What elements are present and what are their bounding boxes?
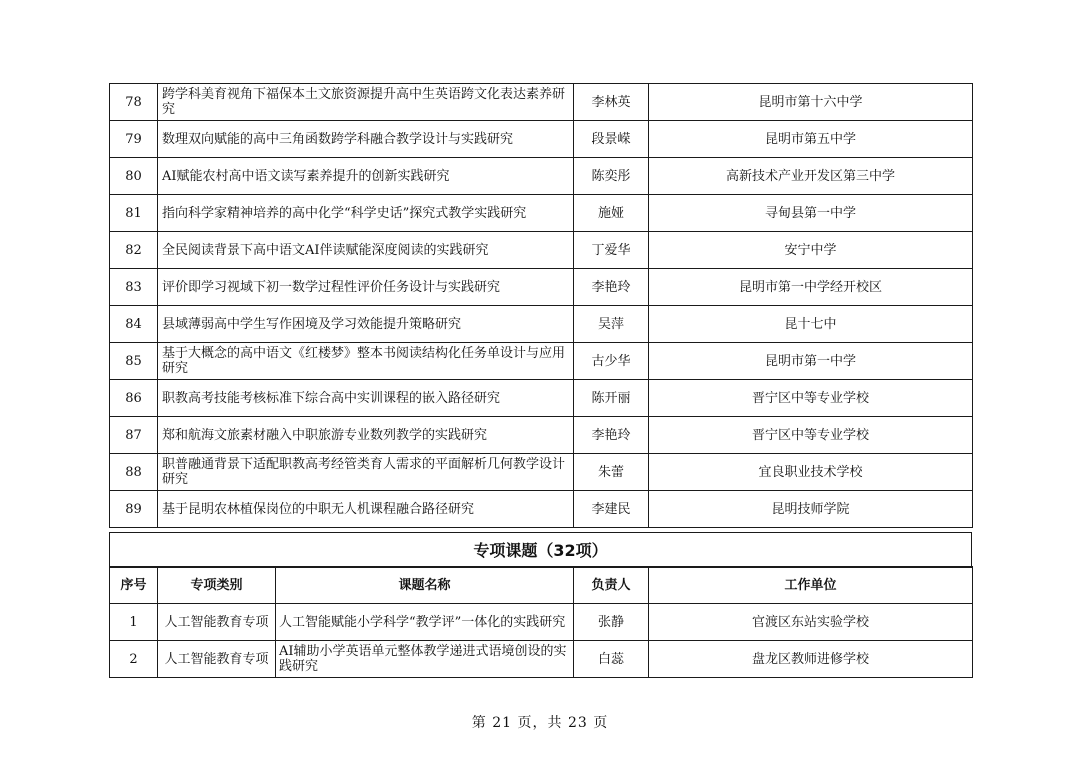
row-number: 88	[110, 454, 158, 491]
table-row	[110, 454, 973, 491]
work-unit: 昆十七中	[649, 306, 973, 343]
row-number: 84	[110, 306, 158, 343]
work-unit: 官渡区东站实验学校	[649, 604, 973, 641]
row-number: 83	[110, 269, 158, 306]
work-unit: 宜良职业技术学校	[649, 454, 973, 491]
work-unit: 寻甸县第一中学	[649, 195, 973, 232]
project-leader: 李建民	[574, 491, 649, 528]
project-leader: 施娅	[574, 195, 649, 232]
table-row	[110, 269, 973, 306]
project-title: 人工智能赋能小学科学“教学评”一体化的实践研究	[276, 604, 574, 641]
table-row	[110, 417, 973, 454]
project-title: AI辅助小学英语单元整体教学递进式语境创设的实践研究	[276, 641, 574, 678]
project-title: 郑和航海文旅素材融入中职旅游专业数列教学的实践研究	[158, 417, 574, 454]
project-leader: 陈开丽	[574, 380, 649, 417]
project-title: 县域薄弱高中学生写作困境及学习效能提升策略研究	[158, 306, 574, 343]
project-leader: 张静	[574, 604, 649, 641]
work-unit: 晋宁区中等专业学校	[649, 380, 973, 417]
header-person: 负责人	[574, 567, 649, 604]
project-leader: 吴萍	[574, 306, 649, 343]
project-leader: 李艳玲	[574, 417, 649, 454]
table-row	[110, 343, 973, 380]
work-unit: 昆明市第一中学经开校区	[649, 269, 973, 306]
work-unit: 盘龙区教师进修学校	[649, 641, 973, 678]
project-leader: 古少华	[574, 343, 649, 380]
row-number: 1	[110, 604, 158, 641]
header-category: 专项类别	[158, 567, 276, 604]
project-table-continued	[109, 83, 973, 528]
row-number: 89	[110, 491, 158, 528]
page-footer: 第 21 页，共 23 页	[471, 715, 609, 731]
work-unit: 昆明市第五中学	[649, 121, 973, 158]
header-no: 序号	[110, 567, 158, 604]
work-unit: 昆明市第十六中学	[649, 84, 973, 121]
work-unit: 昆明技师学院	[649, 491, 973, 528]
project-title: 全民阅读背景下高中语文AI伴读赋能深度阅读的实践研究	[158, 232, 574, 269]
header-title: 课题名称	[276, 567, 574, 604]
project-title: 评价即学习视域下初一数学过程性评价任务设计与实践研究	[158, 269, 574, 306]
row-number: 82	[110, 232, 158, 269]
row-number: 81	[110, 195, 158, 232]
section-title: 专项课题（32项）	[110, 533, 972, 568]
work-unit: 高新技术产业开发区第三中学	[649, 158, 973, 195]
table-row	[110, 232, 973, 269]
project-leader: 白蕊	[574, 641, 649, 678]
row-number: 80	[110, 158, 158, 195]
project-category: 人工智能教育专项	[158, 604, 276, 641]
project-leader: 朱蕾	[574, 454, 649, 491]
project-title: 指向科学家精神培养的高中化学“科学史话”探究式教学实践研究	[158, 195, 574, 232]
row-number: 2	[110, 641, 158, 678]
header-org: 工作单位	[649, 567, 973, 604]
table-row	[110, 491, 973, 528]
project-leader: 李林英	[574, 84, 649, 121]
work-unit: 昆明市第一中学	[649, 343, 973, 380]
special-projects-table	[109, 566, 973, 678]
table-row	[110, 306, 973, 343]
table-row	[110, 84, 973, 121]
work-unit: 晋宁区中等专业学校	[649, 417, 973, 454]
project-title: 基于昆明农林植保岗位的中职无人机课程融合路径研究	[158, 491, 574, 528]
row-number: 85	[110, 343, 158, 380]
table-row	[110, 604, 973, 641]
project-leader: 陈奕彤	[574, 158, 649, 195]
project-leader: 段景嵘	[574, 121, 649, 158]
row-number: 87	[110, 417, 158, 454]
project-title: 跨学科美育视角下福保本土文旅资源提升高中生英语跨文化表达素养研究	[158, 84, 574, 121]
row-number: 79	[110, 121, 158, 158]
project-leader: 丁爱华	[574, 232, 649, 269]
project-title: AI赋能农村高中语文读写素养提升的创新实践研究	[158, 158, 574, 195]
table-row	[110, 158, 973, 195]
table-row	[110, 121, 973, 158]
row-number: 86	[110, 380, 158, 417]
project-title: 职教高考技能考核标准下综合高中实训课程的嵌入路径研究	[158, 380, 574, 417]
table-row	[110, 641, 973, 678]
work-unit: 安宁中学	[649, 232, 973, 269]
project-leader: 李艳玲	[574, 269, 649, 306]
special-projects-section-header	[109, 532, 972, 568]
table-row	[110, 195, 973, 232]
project-title: 职普融通背景下适配职教高考经管类育人需求的平面解析几何教学设计研究	[158, 454, 574, 491]
project-title: 数理双向赋能的高中三角函数跨学科融合教学设计与实践研究	[158, 121, 574, 158]
row-number: 78	[110, 84, 158, 121]
project-category: 人工智能教育专项	[158, 641, 276, 678]
table-row	[110, 380, 973, 417]
project-title: 基于大概念的高中语文《红楼梦》整本书阅读结构化任务单设计与应用研究	[158, 343, 574, 380]
